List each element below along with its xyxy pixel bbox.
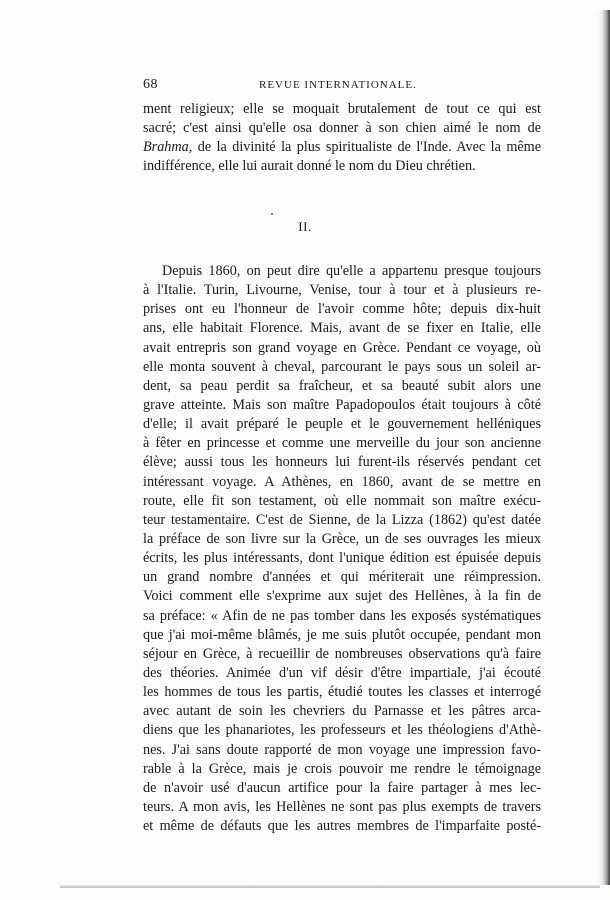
text-line: avec autant de soin les chevriers du Parnasse et les pâtres arca- [143, 703, 541, 720]
italic-word: Brahma [143, 139, 189, 156]
text-line: teur testamentaire. C'est de Sienne, de la Lizza (1862) qu'est datée [143, 511, 541, 528]
text-line: grave atteinte. Mais son maître Papadopoulos était toujours à côté [143, 396, 541, 413]
text-line: nes. J'ai sans doute rapporté de mon voyage une impression favo- [143, 741, 541, 758]
text-line: diens que les phanariotes, les professeurs et les théologiens d'Athè- [143, 722, 541, 739]
text-line: des théories. Animée d'un vif désir d'être impartiale, j'ai écouté [143, 664, 541, 681]
text-line: dent, sa peau perdit sa fraîcheur, et sa beauté subit alors une [143, 377, 541, 394]
text-line: avait entrepris son grand voyage en Grèce. Pendant ce voyage, où [143, 339, 541, 356]
text-line: Brahma, de la divinité la plus spiritualiste de l'Inde. Avec la même [143, 139, 541, 156]
text-line: Voici comment elle s'exprime aux sujet des Hellènes, à la fin de [143, 588, 541, 605]
running-title: REVUE INTERNATIONALE. [259, 79, 417, 91]
text-line: élève; aussi tous les honneurs lui furent-ils réservés pendant cet [143, 454, 541, 471]
text-line: route, elle fit son testament, où elle nommait son maître exécu- [143, 492, 541, 509]
page-header [143, 77, 541, 95]
text-line: Depuis 1860, on peut dire qu'elle a appartenu presque toujours [162, 263, 541, 279]
text-line: prises ont eu l'honneur de l'avoir comme hôte; depuis dix-huit [143, 301, 541, 318]
text-line: de n'avoir usé d'aucun artifice pour la faire partager à mes lec- [143, 779, 541, 796]
text-line: séjour en Grèce, à recueillir de nombreuses observations qu'à faire [143, 645, 541, 662]
text-line: écrits, les plus intéressants, dont l'unique édition est épuisée depuis [143, 550, 541, 567]
text-line: et même de défauts que les autres membres de l'imparfaite posté- [143, 818, 541, 835]
page-number: 68 [143, 77, 158, 92]
text-line: les hommes de tous les partis, étudié toutes les classes et interrogé [143, 684, 541, 701]
text-line: ans, elle habitait Florence. Mais, avant de se fixer en Italie, elle [143, 320, 541, 337]
text-line: teurs. A mon avis, les Hellènes ne sont pas plus exempts de travers [143, 798, 541, 815]
main-paragraph [143, 262, 541, 836]
section-heading: II. [298, 219, 312, 234]
text-line: sa préface: « Afin de ne pas tomber dans les exposés systématiques [143, 607, 541, 624]
text-line: sacré; c'est ainsi qu'elle osa donner à son chien aimé le nom de [143, 120, 541, 137]
page-edge-shadow [598, 10, 610, 885]
text-line: d'elle; il avait préparé le peuple et le gouvernement helléniques [143, 416, 541, 433]
text-line: la préface de son livre sur la Grèce, un de ses ouvrages les mieux [143, 530, 541, 547]
text-line: intéressant voyage. A Athènes, en 1860, avant de se mettre en [143, 473, 541, 490]
scan-speck [271, 213, 273, 215]
top-paragraph [143, 100, 541, 177]
text-line: à l'Italie. Turin, Livourne, Venise, tour à tour et à plusieurs re- [143, 282, 541, 299]
text-line: rable à la Grèce, mais je crois pouvoir me rendre le témoignage [143, 760, 541, 777]
page-bottom-edge [60, 885, 600, 888]
text-line: à fêter en princesse et comme une merveille du jour son ancienne [143, 435, 541, 452]
text-line: elle monta souvent à cheval, parcourant le pays sous un soleil ar- [143, 358, 541, 375]
text-line: un grand nombre d'années et qui mériterait une réimpression. [143, 569, 541, 586]
text-line: indifférence, elle lui aurait donné le nom du Dieu chrétien. [143, 158, 476, 175]
text-line: ment religieux; elle se moquait brutalement de tout ce qui est [143, 101, 541, 117]
text-line: que j'ai moi-même blâmés, je me suis plutôt occupée, pendant mon [143, 626, 541, 643]
